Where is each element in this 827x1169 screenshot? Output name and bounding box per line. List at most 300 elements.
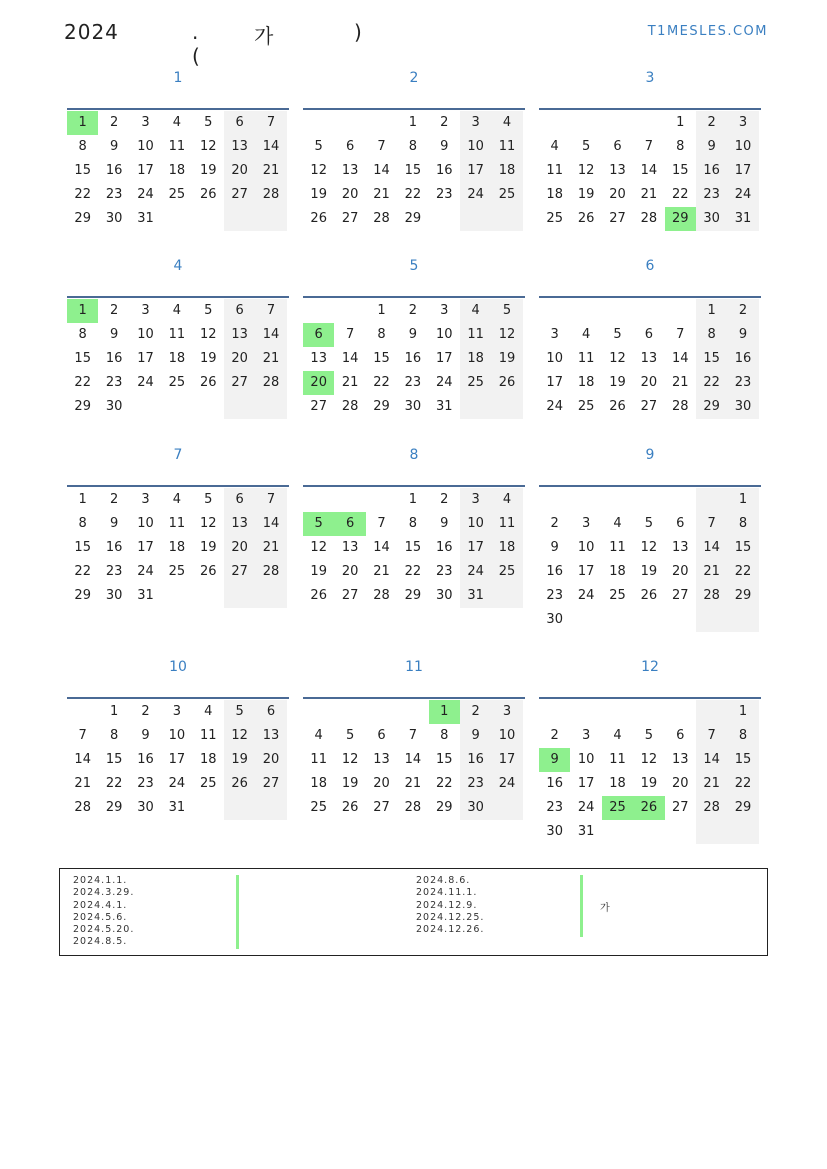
day-cell: 21 [404,776,422,791]
empty-day [161,395,192,419]
month-10 [67,659,289,820]
day-cell: 17 [137,163,154,178]
legend-date: 2024.8.6. [416,875,471,886]
legend-date: 2024.5.20. [73,924,135,936]
day-cell: 21 [255,536,286,560]
title-year: 2024 [64,20,119,44]
day-cell: 1 [727,700,758,724]
month-divider [539,485,761,487]
day-cell: 29 [74,588,91,603]
day-cell: 9 [696,135,727,159]
day-cell: 11 [609,752,626,767]
day-cell: 5 [644,516,653,531]
day-cell: 4 [581,327,591,342]
day-cell: 7 [696,512,727,536]
month-name: 2 [409,70,419,86]
day-cell: 15 [74,351,91,366]
day-cell: 27 [609,211,626,226]
month-name: 6 [645,258,655,274]
month-grid [303,488,525,608]
day-cell: 23 [546,800,563,815]
day-cell: 25 [168,187,186,202]
day-cell: 30 [404,399,422,414]
day-cell: 1 [78,492,87,507]
day-cell: 31 [460,584,491,608]
day-cell: 23 [404,375,422,390]
day-cell: 13 [224,323,255,347]
holiday-day: 1 [67,111,98,135]
day-cell: 31 [137,588,154,603]
day-cell: 2 [440,492,449,507]
day-cell: 20 [224,159,255,183]
day-cell: 25 [168,375,186,390]
day-cell: 24 [546,399,563,414]
day-cell: 11 [310,752,327,767]
day-cell: 4 [204,704,213,719]
month-8 [303,447,525,608]
empty-day [570,299,601,323]
day-cell: 26 [577,211,595,226]
day-cell: 9 [460,724,491,748]
day-cell: 15 [671,163,689,178]
day-cell: 27 [224,371,255,395]
day-cell: 15 [727,748,758,772]
day-cell: 13 [609,163,626,178]
day-cell: 9 [408,327,417,342]
day-cell: 16 [105,351,123,366]
day-cell: 16 [435,163,453,178]
month-divider [67,485,289,487]
day-cell: 8 [440,728,449,743]
day-cell: 17 [460,159,491,183]
day-cell: 28 [404,800,422,815]
empty-day [696,608,727,632]
day-cell: 12 [609,351,626,366]
brand-link[interactable]: T1MESLES.COM [647,24,768,39]
day-cell: 27 [341,211,359,226]
month-name: 10 [169,659,187,675]
day-cell: 3 [581,516,591,531]
day-cell: 4 [613,728,622,743]
empty-day [224,207,255,231]
day-cell: 15 [373,351,390,366]
empty-day [539,700,570,724]
day-cell: 19 [199,540,217,555]
month-grid [539,700,761,844]
legend-date: 2024.3.29. [73,887,135,899]
day-cell: 17 [491,748,522,772]
day-cell: 13 [224,512,255,536]
day-cell: 24 [137,187,154,202]
day-cell: 8 [377,327,386,342]
day-cell: 24 [460,560,491,584]
day-cell: 26 [640,588,658,603]
day-cell: 20 [640,375,658,390]
day-cell: 10 [137,516,154,531]
day-cell: 30 [727,395,758,419]
day-cell: 25 [199,776,217,791]
day-cell: 20 [224,536,255,560]
day-cell: 21 [373,564,390,579]
day-cell: 4 [491,488,522,512]
day-cell: 13 [373,752,390,767]
day-cell: 12 [640,540,658,555]
day-cell: 9 [440,139,449,154]
empty-day [539,111,570,135]
day-cell: 13 [341,540,359,555]
empty-day [255,796,286,820]
day-cell: 10 [137,139,154,154]
day-cell: 24 [577,800,595,815]
day-cell: 11 [546,163,563,178]
empty-day [665,488,696,512]
day-cell: 18 [609,776,626,791]
month-9 [539,447,761,632]
month-7 [67,447,289,608]
day-cell: 4 [550,139,559,154]
day-cell: 17 [727,159,758,183]
day-cell: 18 [609,564,626,579]
day-cell: 5 [613,327,622,342]
day-cell: 3 [141,303,150,318]
day-cell: 16 [546,776,563,791]
day-cell: 12 [199,327,217,342]
day-cell: 13 [671,752,689,767]
day-cell: 30 [546,612,563,627]
day-cell: 24 [137,375,154,390]
day-cell: 26 [310,588,327,603]
day-cell: 14 [74,752,91,767]
legend-date: 2024.11.1. [416,887,478,899]
month-name: 3 [645,70,655,86]
day-cell: 7 [255,111,286,135]
day-cell: 31 [168,800,186,815]
holiday-day: 20 [303,371,334,395]
day-cell: 9 [109,516,119,531]
day-cell: 21 [255,159,286,183]
day-cell: 16 [546,564,563,579]
day-cell: 8 [109,728,119,743]
empty-day [366,488,397,512]
day-cell: 25 [491,560,522,584]
day-cell: 11 [609,540,626,555]
day-cell: 7 [676,327,685,342]
month-name: 4 [173,258,183,274]
day-cell: 19 [341,776,359,791]
day-cell: 3 [581,728,591,743]
day-cell: 2 [550,516,559,531]
day-cell: 2 [109,115,119,130]
day-cell: 10 [460,135,491,159]
day-cell: 12 [341,752,359,767]
day-cell: 21 [696,560,727,584]
day-cell: 14 [373,163,390,178]
day-cell: 7 [255,488,286,512]
day-cell: 3 [460,488,491,512]
day-cell: 7 [696,724,727,748]
month-name: 8 [409,447,419,463]
day-cell: 18 [199,752,217,767]
day-cell: 21 [640,187,658,202]
day-cell: 24 [435,375,453,390]
day-cell: 9 [550,540,559,555]
day-cell: 8 [408,139,417,154]
empty-day [334,111,365,135]
day-cell: 13 [310,351,327,366]
day-cell: 25 [491,183,522,207]
empty-day [696,820,727,844]
day-cell: 3 [491,700,522,724]
day-cell: 31 [435,399,453,414]
day-cell: 18 [491,536,522,560]
day-cell: 28 [373,211,390,226]
day-cell: 24 [491,772,522,796]
day-cell: 1 [696,299,727,323]
day-cell: 3 [727,111,758,135]
empty-day [429,207,460,231]
day-cell: 2 [109,492,119,507]
day-cell: 15 [727,536,758,560]
day-cell: 10 [491,724,522,748]
day-cell: 10 [435,327,453,342]
month-name: 7 [173,447,183,463]
day-cell: 27 [671,800,689,815]
empty-day [665,820,696,844]
day-cell: 6 [613,139,622,154]
day-cell: 12 [640,752,658,767]
day-cell: 11 [168,516,186,531]
empty-day [633,608,664,632]
empty-day [303,488,334,512]
day-cell: 10 [577,540,595,555]
day-cell: 8 [78,139,87,154]
day-cell: 15 [696,347,727,371]
day-cell: 18 [460,347,491,371]
day-cell: 17 [546,375,563,390]
empty-day [602,700,633,724]
day-cell: 16 [404,351,422,366]
day-cell: 5 [204,115,213,130]
empty-day [397,700,428,724]
day-cell: 4 [172,115,181,130]
day-cell: 26 [491,371,522,395]
day-cell: 6 [377,728,386,743]
day-cell: 23 [727,371,758,395]
month-2 [303,70,525,231]
legend-column-1 [73,875,134,949]
empty-day [67,700,98,724]
day-cell: 21 [373,187,390,202]
day-cell: 7 [377,516,386,531]
day-cell: 9 [727,323,758,347]
empty-day [334,488,365,512]
day-cell: 23 [696,183,727,207]
empty-day [602,488,633,512]
month-name: 5 [409,258,419,274]
day-cell: 28 [341,399,359,414]
day-cell: 2 [727,299,758,323]
day-cell: 3 [550,327,559,342]
day-cell: 29 [696,395,727,419]
day-cell: 10 [577,752,595,767]
month-divider [539,108,761,110]
day-cell: 12 [199,139,217,154]
day-cell: 4 [172,492,181,507]
day-cell: 3 [440,303,449,318]
day-cell: 7 [377,139,386,154]
day-cell: 30 [105,588,123,603]
day-cell: 20 [341,564,359,579]
day-cell: 5 [581,139,591,154]
day-cell: 4 [613,516,622,531]
day-cell: 16 [105,163,123,178]
month-11 [303,659,525,820]
day-cell: 17 [435,351,453,366]
empty-day [539,488,570,512]
day-cell: 20 [609,187,626,202]
day-cell: 12 [491,323,522,347]
day-cell: 19 [577,187,595,202]
legend-date: 2024.8.5. [73,936,128,948]
legend-holiday-marker [236,875,239,949]
day-cell: 26 [199,187,217,202]
day-cell: 20 [373,776,390,791]
day-cell: 11 [168,327,186,342]
empty-day [539,299,570,323]
day-cell: 25 [460,371,491,395]
day-cell: 23 [105,375,123,390]
day-cell: 6 [676,728,685,743]
day-cell: 19 [609,375,626,390]
day-cell: 16 [137,752,154,767]
day-cell: 28 [640,211,658,226]
day-cell: 10 [727,135,758,159]
empty-day [570,488,601,512]
day-cell: 11 [577,351,595,366]
empty-day [633,488,664,512]
day-cell: 27 [671,588,689,603]
day-cell: 10 [546,351,563,366]
day-cell: 7 [255,299,286,323]
day-cell: 7 [644,139,653,154]
day-cell: 23 [460,772,491,796]
legend-holiday-marker [580,875,583,937]
day-cell: 15 [74,540,91,555]
day-cell: 1 [408,492,417,507]
empty-day [602,608,633,632]
day-cell: 30 [460,796,491,820]
legend-column-2 [416,875,484,936]
day-cell: 15 [74,163,91,178]
day-cell: 17 [137,540,154,555]
day-cell: 13 [341,163,359,178]
day-cell: 23 [435,564,453,579]
day-cell: 6 [224,299,255,323]
day-cell: 24 [137,564,154,579]
empty-day [602,299,633,323]
day-cell: 19 [491,347,522,371]
day-cell: 12 [310,540,327,555]
day-cell: 27 [373,800,390,815]
day-cell: 11 [491,135,522,159]
day-cell: 5 [644,728,653,743]
day-cell: 13 [224,135,255,159]
day-cell: 9 [141,728,150,743]
empty-day [460,395,491,419]
empty-day [570,700,601,724]
day-cell: 28 [255,183,286,207]
day-cell: 25 [168,564,186,579]
day-cell: 30 [696,207,727,231]
empty-day [255,207,286,231]
day-cell: 27 [341,588,359,603]
month-grid [303,700,525,820]
day-cell: 26 [224,772,255,796]
empty-day [366,111,397,135]
legend-date: 2024.12.25. [416,911,485,923]
empty-day [665,299,696,323]
day-cell: 6 [345,139,355,154]
day-cell: 9 [109,327,119,342]
day-cell: 12 [577,163,595,178]
day-cell: 8 [727,512,758,536]
month-divider [303,485,525,487]
day-cell: 13 [671,540,689,555]
day-cell: 2 [141,704,150,719]
day-cell: 22 [74,375,91,390]
day-cell: 23 [435,187,453,202]
holiday-day: 5 [303,512,334,536]
day-cell: 2 [550,728,559,743]
day-cell: 24 [577,588,595,603]
day-cell: 8 [727,724,758,748]
empty-day [460,207,491,231]
holiday-day: 9 [539,748,570,772]
empty-day [665,608,696,632]
month-grid [67,700,289,820]
month-grid [303,111,525,231]
empty-day [255,395,286,419]
empty-day [303,299,334,323]
empty-day [727,608,758,632]
day-cell: 5 [204,303,213,318]
empty-day [633,700,664,724]
legend-date: 2024.12.26. [416,924,485,936]
holiday-day: 1 [67,299,98,323]
empty-day [366,700,397,724]
holiday-day: 1 [429,700,460,724]
day-cell: 12 [199,516,217,531]
day-cell: 24 [168,776,186,791]
day-cell: 5 [345,728,355,743]
empty-day [303,111,334,135]
day-cell: 25 [546,211,563,226]
day-cell: 8 [696,323,727,347]
month-divider [303,108,525,110]
day-cell: 31 [137,211,154,226]
day-cell: 29 [727,796,758,820]
day-cell: 4 [314,728,323,743]
day-cell: 7 [345,327,355,342]
day-cell: 15 [404,163,422,178]
day-cell: 15 [404,540,422,555]
empty-day [602,111,633,135]
day-cell: 30 [435,588,453,603]
legend-date: 2024.4.1. [73,899,128,911]
day-cell: 14 [696,748,727,772]
day-cell: 22 [671,187,689,202]
month-grid [67,488,289,608]
